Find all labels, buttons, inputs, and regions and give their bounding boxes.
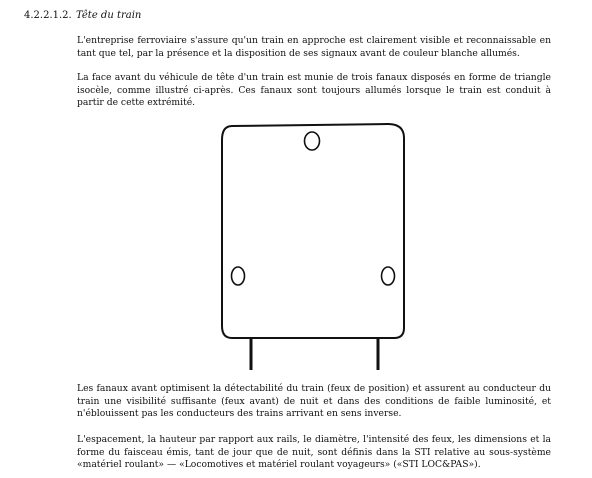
right-headlamp-icon [382,267,395,285]
paragraph-1: L'entreprise ferroviaire s'assure qu'un train en approche est clairement visible et reconnaissable en tant que tel, par la présence et la disposition de ses signaux avant de couleur blanche allumés. [77,35,551,59]
paragraph-4: L'espacement, la hauteur par rapport aux rails, le diamètre, l'intensité des feux, les dimensions et la forme du faisceau émis, tant de jour que de nuit, sont définis dans la STI relative au sous-système «matériel roulant» — «Locomotives et matériel roulant voyageurs» («STI LOC&PAS»). [77,434,551,471]
paragraph-2: La face avant du véhicule de tête d'un train est munie de trois fanaux disposés en forme de triangle isocèle, comme illustré ci-après. Ces fanaux sont toujours allumés lorsque le train est conduit à partir de cette extrémité. [77,72,551,109]
section-heading [24,9,141,22]
paragraph-3: Les fanaux avant optimisent la détectabilité du train (feux de position) et assurent au conducteur du train une visibilité suffisante (feux avant) de nuit et dans des conditions de faible luminosité, et n'éblouissent pas les conducteurs des trains arrivant en sens inverse. [77,383,551,420]
section-number: 4.2.2.1.2. [24,10,72,21]
left-headlamp-icon [232,267,245,285]
train-front-diagram [210,120,410,380]
vehicle-front-outline [222,124,404,338]
section-title: Tête du train [76,10,142,21]
top-headlamp-icon [305,132,320,150]
